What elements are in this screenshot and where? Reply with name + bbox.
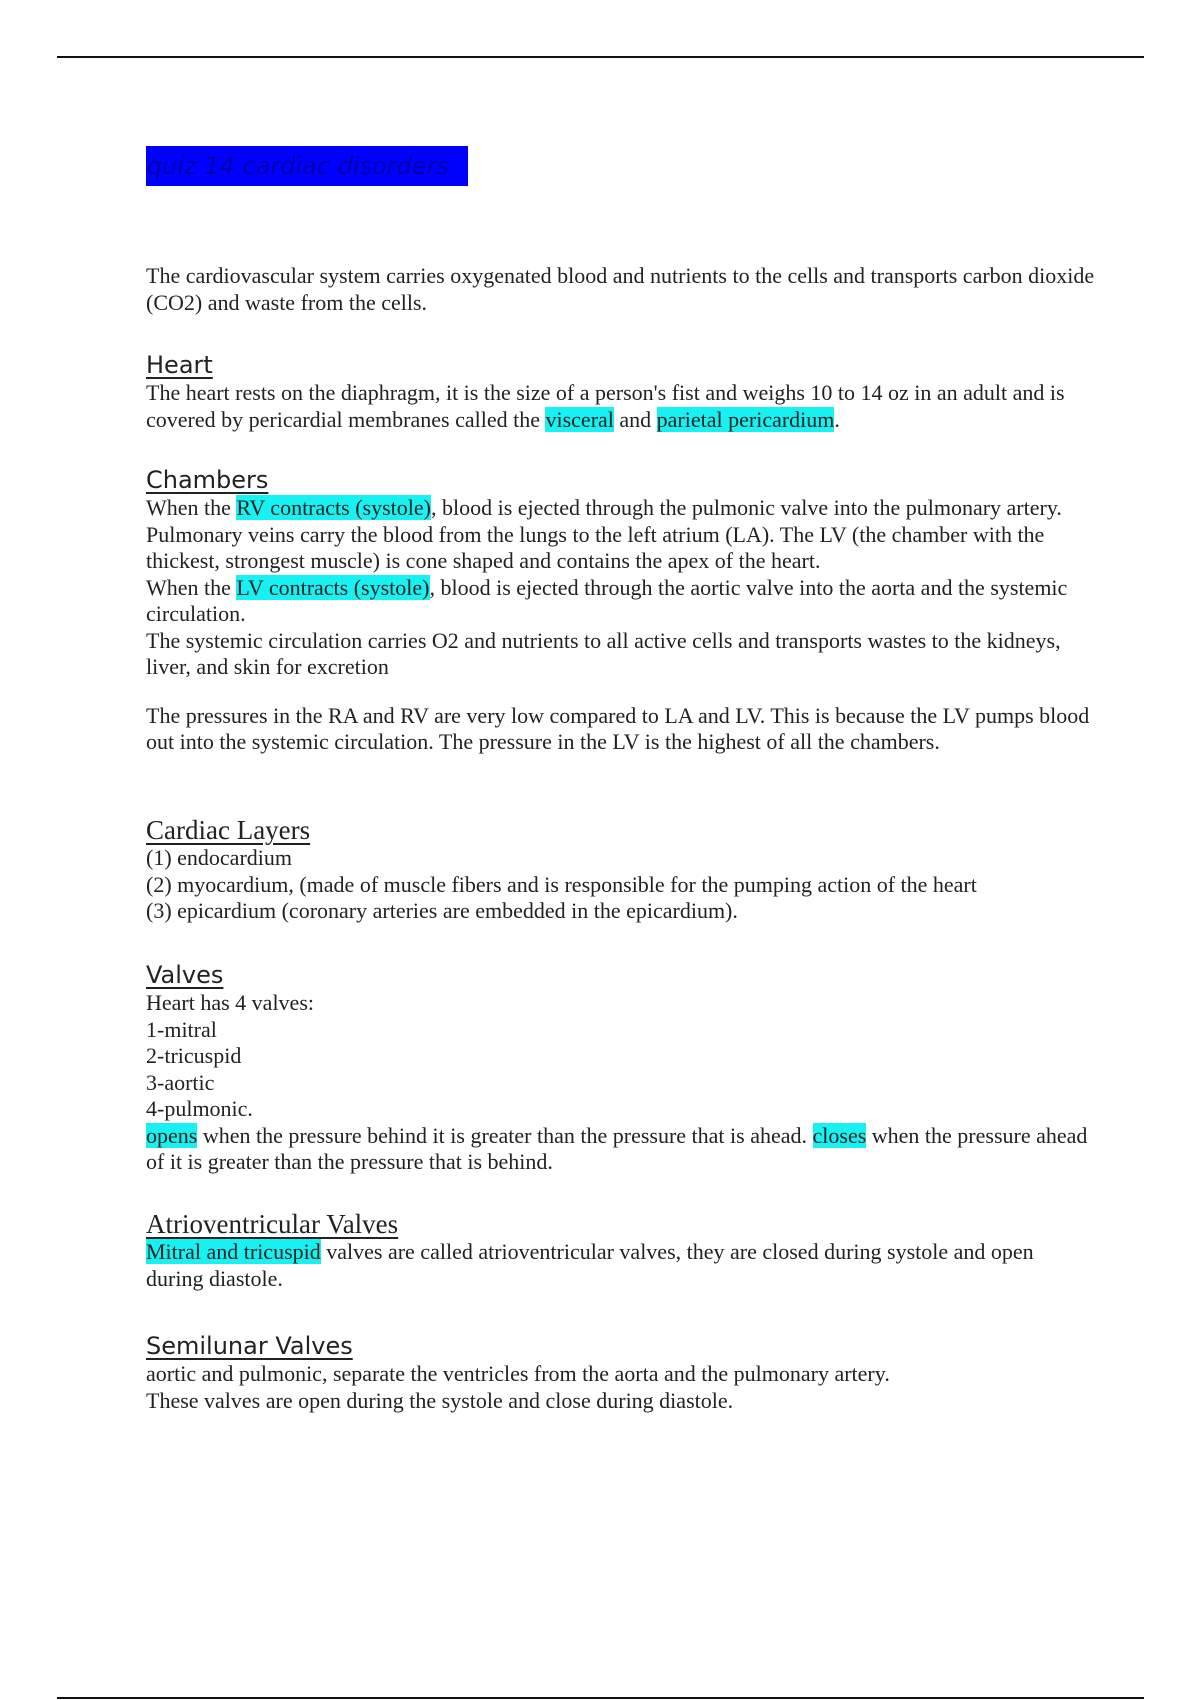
intro-paragraph: The cardiovascular system carries oxygenated blood and nutrients to the cells and transports carbon dioxide (CO2) and waste from the cells. bbox=[146, 263, 1095, 315]
chambers-paragraph-2 bbox=[146, 575, 1096, 628]
chambers-p2-text-b: , blood is ejected through the aortic valve into the aorta and the systemic circulation. bbox=[146, 574, 1068, 626]
layers-section bbox=[146, 815, 1096, 925]
highlight-rv-contracts: RV contracts (systole) bbox=[236, 495, 431, 520]
valves-heading: Valves bbox=[146, 961, 224, 989]
highlight-visceral: visceral bbox=[545, 406, 614, 432]
heart-heading: Heart bbox=[146, 351, 213, 379]
valve-item: 3-aortic bbox=[146, 1069, 215, 1095]
chambers-p1-text-a: When the bbox=[146, 495, 237, 520]
chambers-paragraph-1 bbox=[146, 495, 1096, 575]
highlight-closes: closes bbox=[812, 1122, 867, 1148]
av-valves-text: valves are called atrioventricular valves, they are closed during systole and open during diastole. bbox=[146, 1239, 1034, 1291]
chambers-paragraph-3: The systemic circulation carries O2 and nutrients to all active cells and transports wastes to the kidneys, liver, and skin for excretion bbox=[146, 627, 1061, 679]
page-bottom-rule bbox=[57, 1697, 1144, 1699]
chambers-p1-text-b: , blood is ejected through the pulmonic valve into the pulmonary artery. Pulmonary veins carry the blood from the lungs to the left atrium (LA). The LV (the chamber with the thickest, strongest muscle) is cone shaped and contains the apex of the heart. bbox=[146, 495, 1062, 573]
chambers-section bbox=[146, 465, 1096, 756]
semilunar-line-1: aortic and pulmonic, separate the ventricles from the aorta and the pulmonary artery. bbox=[146, 1361, 890, 1386]
highlight-lv-contracts: LV contracts (systole) bbox=[236, 574, 430, 600]
chambers-p2-text-a: When the bbox=[146, 574, 237, 600]
valves-text-a: when the pressure behind it is greater than the pressure that is ahead. bbox=[197, 1122, 813, 1148]
layer-item: (3) epicardium (coronary arteries are embedded in the epicardium). bbox=[146, 898, 738, 923]
page-top-rule bbox=[57, 56, 1144, 58]
document-title: quiz 14 cardiac disorders bbox=[146, 146, 468, 186]
layers-heading: Cardiac Layers bbox=[146, 815, 311, 845]
highlight-parietal-pericardium: parietal pericardium bbox=[656, 406, 835, 432]
heart-text-3: . bbox=[834, 406, 840, 432]
heart-text-2: and bbox=[613, 406, 657, 432]
heart-paragraph bbox=[146, 380, 1096, 433]
semilunar-heading: Semilunar Valves bbox=[146, 1332, 353, 1360]
highlight-opens: opens bbox=[146, 1122, 198, 1148]
av-valves-paragraph bbox=[146, 1239, 1096, 1292]
valves-section bbox=[146, 960, 1096, 1176]
valve-item: 4-pulmonic. bbox=[146, 1096, 253, 1121]
chambers-heading: Chambers bbox=[146, 466, 269, 494]
layer-item: (1) endocardium bbox=[146, 845, 292, 870]
layer-item: (2) myocardium, (made of muscle fibers and is responsible for the pumping action of the heart bbox=[146, 871, 977, 897]
heart-text-1: The heart rests on the diaphragm, it is the size of a person's fist and weighs 10 to 14 oz in an adult and is covered by pericardial membranes called the bbox=[146, 380, 1065, 432]
heart-section bbox=[146, 350, 1096, 433]
chambers-paragraph-4: The pressures in the RA and RV are very low compared to LA and LV. This is because the LV pumps blood out into the systemic circulation. The pressure in the LV is the highest of all the chambers. bbox=[146, 702, 1090, 754]
valves-text-b: when the pressure ahead of it is greater than the pressure that is behind. bbox=[146, 1122, 1088, 1174]
valves-open-close-paragraph bbox=[146, 1123, 1096, 1176]
valve-item: 1-mitral bbox=[146, 1016, 217, 1042]
valve-item: 2-tricuspid bbox=[146, 1043, 242, 1068]
av-valves-heading: Atrioventricular Valves bbox=[146, 1209, 399, 1239]
highlight-mitral-tricuspid: Mitral and tricuspid bbox=[146, 1239, 321, 1264]
semilunar-line-2: These valves are open during the systole and close during diastole. bbox=[146, 1387, 734, 1413]
av-valves-section bbox=[146, 1209, 1096, 1292]
semilunar-section bbox=[146, 1331, 1096, 1414]
valves-intro: Heart has 4 valves: bbox=[146, 990, 314, 1015]
